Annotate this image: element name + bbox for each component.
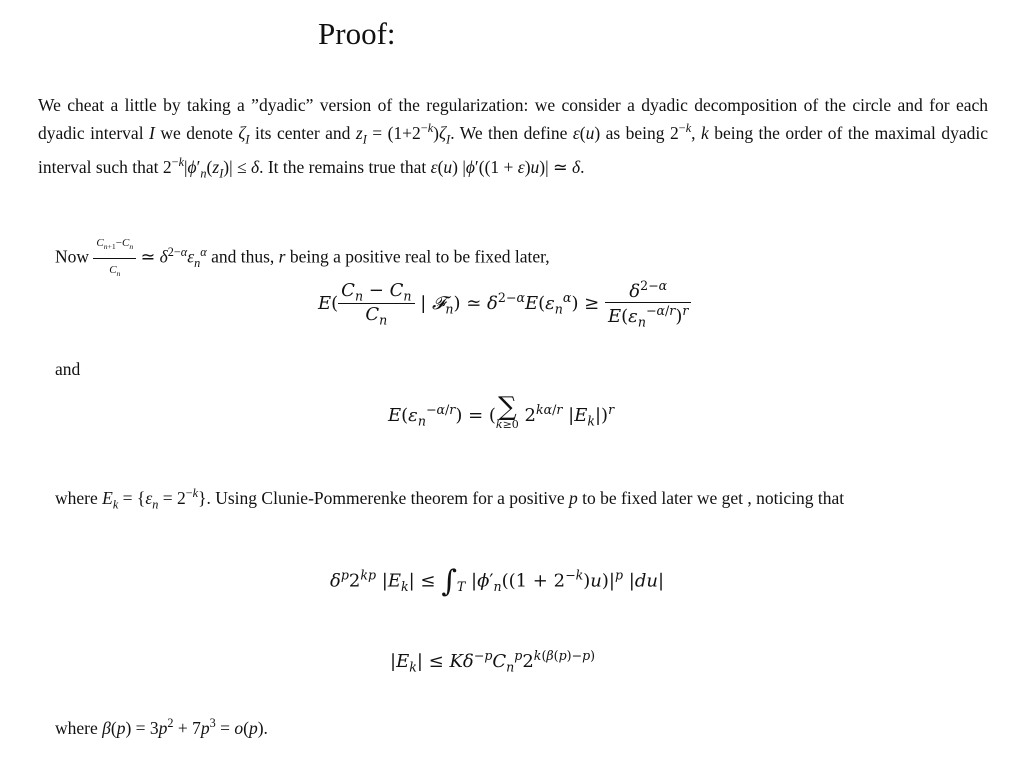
equation-conditional-expectation: E( $\frac{C_n - C_n}{C_n}$ | 𝓕$_n$) ≃ $\delta^{2-\alpha}E(\varepsilon_n^\alpha)$ ≥ $\frac{\delta^{2-\alpha}}{E(\varepsilon_n^{-\alpha/r})^r}$: [318, 278, 691, 330]
paragraph-clunie-pommerenke: where $E_k = \{\varepsilon_n = 2^{-k}\}$. Using Clunie-Pommerenke theorem for a positive p to be fixed later we get , noticing that: [55, 486, 845, 512]
paragraph-regularization: We cheat a little by taking a ”dyadic” version of the regularization: we consider a dyadic decomposition of the circle and for each dyadic interval I we denote $\zeta_I$ its center and $z_I = (1+2^{-k})\zeta_I$. We then define ε(u) as being $2^{-k}$, k being the order of the maximal dyadic interval such that $2^{-k}|\phi'_n(z_I)| \le \delta$. It the remains true that ε(u) |ϕ′((1 + ε)u)| ≃ δ.: [38, 95, 989, 181]
proof-heading: Proof:: [318, 16, 396, 51]
equation-expectation-sum: $E(\varepsilon_n^{-\alpha/r})$ = (∑ k≥0 $2^{k\alpha/r}$ $|E_k|)^r$: [388, 392, 615, 431]
equation-integral-bound: $\delta^p2^{kp}$ $|E_k| \le \int_T$ $|\phi'_n((1 + 2^{-k})u)|^p$ |du|: [330, 564, 665, 599]
paragraph-now: Now $\frac{C_{n+1}-C_n}{C_n}$ ≃ $\delta^{2-\alpha}\varepsilon_n^\alpha$ and thus, r being a positive real to be fixed later,: [55, 232, 955, 285]
ratio-fraction: $\frac{C_{n+1}-C_n}{C_n}$: [93, 232, 136, 285]
paragraph-and: and: [55, 359, 81, 379]
equation-ek-bound: $|E_k| \le K\delta^{-p}C_n^p2^{k(\beta(p)-p)}$: [390, 648, 596, 675]
paragraph-beta-definition: where $\beta(p) = 3p^2 + 7p^3 = o(p)$.: [55, 716, 268, 738]
